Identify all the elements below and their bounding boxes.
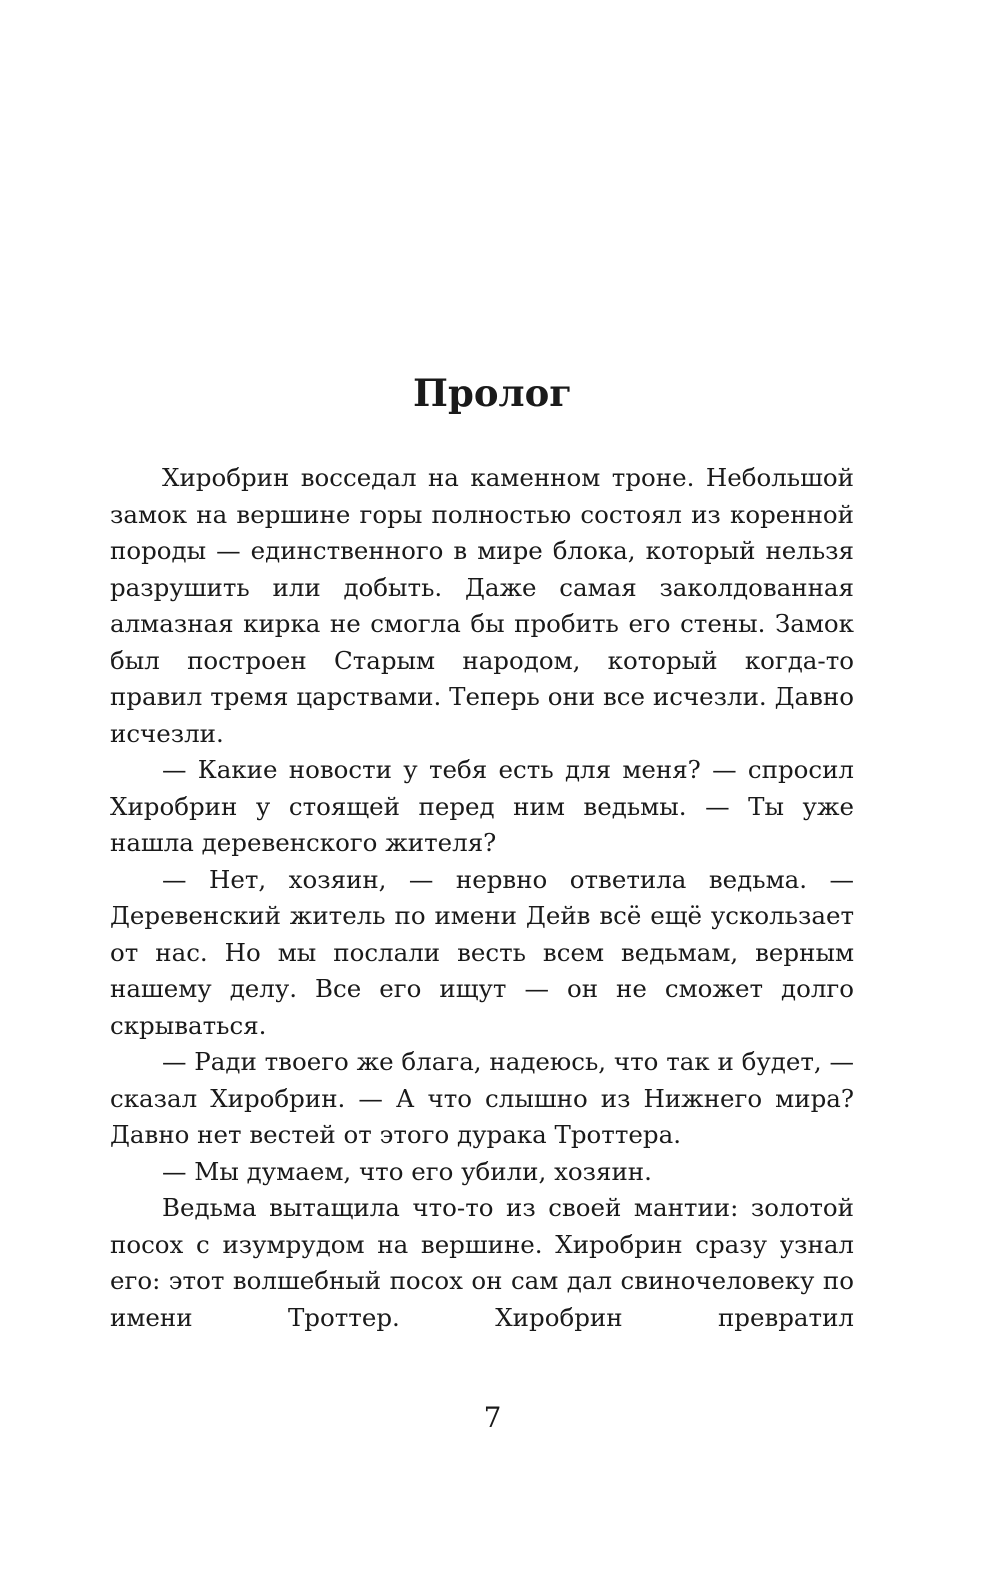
page-number: 7: [483, 1401, 502, 1434]
paragraph: — Мы думаем, что его убили, хозяин.: [162, 1156, 652, 1186]
paragraph: — Какие новости у тебя есть для меня? — спросил Хиробрин у стоящей перед ним ведьмы. — Ты уже нашла деревенского жителя?: [110, 755, 854, 857]
paragraph: — Ради твоего же блага, надеюсь, что так и будет, — сказал Хиробрин. — А что слышно из Нижнего мира? Давно нет вестей от этого дурака Троттера.: [110, 1047, 854, 1149]
paragraph: Хиробрин восседал на каменном троне. Небольшой замок на вершине горы полностью состоял из коренной породы — единственного в мире блока, который нельзя разрушить или добыть. Даже самая заколдованная алмазная кирка не смогла бы пробить его стены. Замок был построен Старым народом, который когда-то правил тремя царствами. Теперь они все исчезли. Давно исчезли.: [110, 463, 854, 748]
paragraph: Ведьма вытащила что-то из своей мантии: золотой посох с изумрудом на вершине. Хиробрин сразу узнал его: этот волшебный посох он сам дал свиночеловеку по имени Троттер. Хиробрин превратил: [110, 1193, 854, 1332]
body-text: [110, 460, 854, 1336]
chapter-title: Пролог: [413, 371, 572, 415]
paragraph: — Нет, хозяин, — нервно ответила ведьма. — Деревенский житель по имени Дейв всё ещё ускользает от нас. Но мы послали весть всем ведьмам, верным нашему делу. Все его ищут — он не сможет долго скрываться.: [110, 864, 854, 1040]
